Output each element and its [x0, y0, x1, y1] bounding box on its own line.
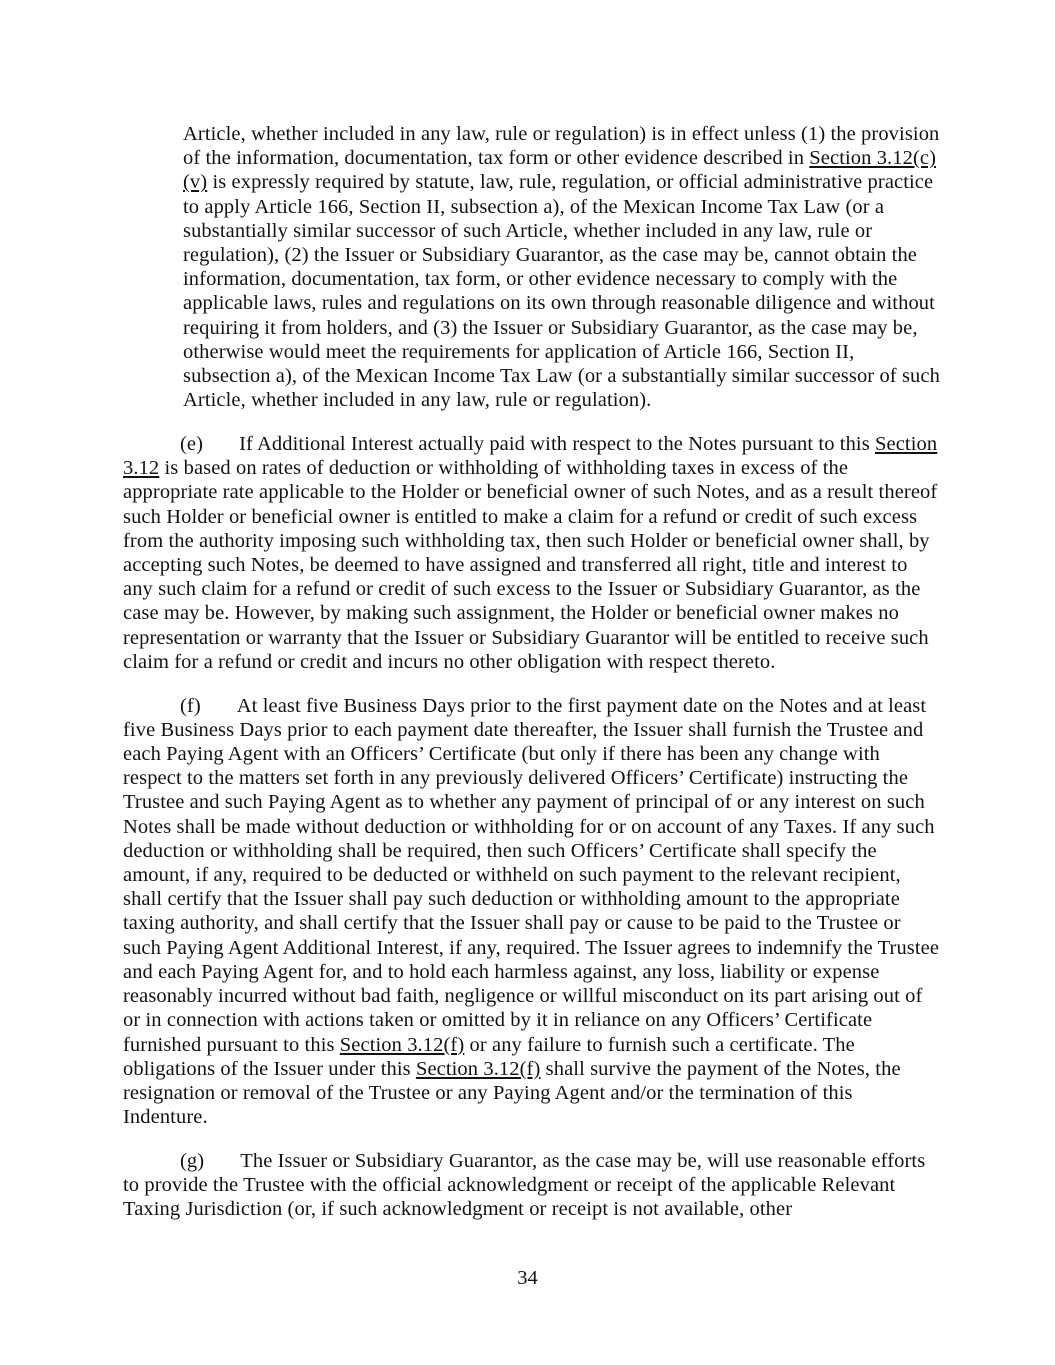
text-run: or any failure to furnish such a certificate. The obligations of the Issuer under this — [123, 1033, 855, 1080]
text-run: If Additional Interest actually paid with respect to the Notes pursuant to this — [239, 433, 876, 456]
paragraph-g — [123, 1149, 941, 1222]
paragraph-label: (f) — [180, 694, 201, 717]
section-reference: Section 3.12 — [123, 433, 938, 480]
paragraph-label: (g) — [180, 1149, 205, 1172]
text-run: shall survive the payment of the Notes, the resignation or removal of the Trustee or any Paying Agent and/or the termination of this Indenture. — [123, 1057, 901, 1129]
paragraph-e — [123, 432, 941, 674]
page-number: 34 — [517, 1267, 538, 1289]
text-run: Article, whether included in any law, rule or regulation) is in effect unless (1) the provision of the information, documentation, tax form or other evidence described in — [183, 123, 940, 170]
section-reference: Section 3.12(c)(v) — [183, 147, 937, 194]
paragraph-label: (e) — [180, 433, 204, 456]
section-reference: Section 3.12(f) — [339, 1033, 465, 1056]
text-run: is expressly required by statute, law, rule, regulation, or official administrative practice to apply Article 166, Section II, subsection a), of the Mexican Income Tax Law (or a substantially similar successor of such Article, whether included in any law, rule or regulation), (2) the Issuer or Subsidiary Guarantor, as the case may be, cannot obtain the information, documentation, tax form, or other evidence necessary to comply with the applicable laws, rules and regulations on its own through reasonable diligence and without requiring it from holders, and (3) the Issuer or Subsidiary Guarantor, as the case may be, otherwise would meet the requirements for application of Article 166, Section II, subsection a), of the Mexican Income Tax Law (or a substantially similar successor of such Article, whether included in any law, rule or regulation). — [183, 171, 940, 412]
text-run: At least five Business Days prior to the first payment date on the Notes and at least five Business Days prior to each payment date thereafter, the Issuer shall furnish the Trustee and each Paying Agent with an Officers’ Certificate (but only if there has been any change with respect to the matters set forth in any previously delivered Officers’ Certificate) instructing the Trustee and such Paying Agent as to whether any payment of principal of or any interest on such Notes shall be made without deduction or withholding for or on account of any Taxes. If any such deduction or withholding shall be required, then such Officers’ Certificate shall specify the amount, if any, required to be deducted or withheld on such payment to the relevant recipient, shall certify that the Issuer shall pay such deduction or withholding amount to the appropriate taxing authority, and shall certify that the Issuer shall pay or cause to be paid to the Trustee or such Paying Agent Additional Interest, if any, required. The Issuer agrees to indemnify the Trustee and each Paying Agent for, and to hold each harmless against, any loss, liability or expense reasonably incurred without bad faith, negligence or willful misconduct on its part arising out of or in connection with actions taken or omitted by it in reliance on any Officers’ Certificate furnished pursuant to this — [123, 694, 940, 1056]
paragraph-f — [123, 694, 941, 1130]
text-run: is based on rates of deduction or withholding of withholding taxes in excess of the appropriate rate applicable to the Holder or beneficial owner of such Notes, and as a result thereof such Holder or beneficial owner is entitled to make a claim for a refund or credit of such excess from the authority imposing such withholding tax, then such Holder or beneficial owner shall, by accepting such Notes, be deemed to have assigned and transferred all right, title and interest to any such claim for a refund or credit of such excess to the Issuer or Subsidiary Guarantor, as the case may be. However, by making such assignment, the Holder or beneficial owner makes no representation or warranty that the Issuer or Subsidiary Guarantor will be entitled to receive such claim for a refund or credit and incurs no other obligation with respect thereto. — [123, 457, 938, 673]
section-reference: Section 3.12(f) — [415, 1057, 541, 1080]
text-run: The Issuer or Subsidiary Guarantor, as the case may be, will use reasonable efforts to provide the Trustee with the official acknowledgment or receipt of the applicable Relevant Taxing Jurisdiction (or, if such acknowledgment or receipt is not available, other — [123, 1149, 926, 1221]
document-body — [123, 122, 941, 1241]
paragraph-continuation — [183, 122, 941, 412]
